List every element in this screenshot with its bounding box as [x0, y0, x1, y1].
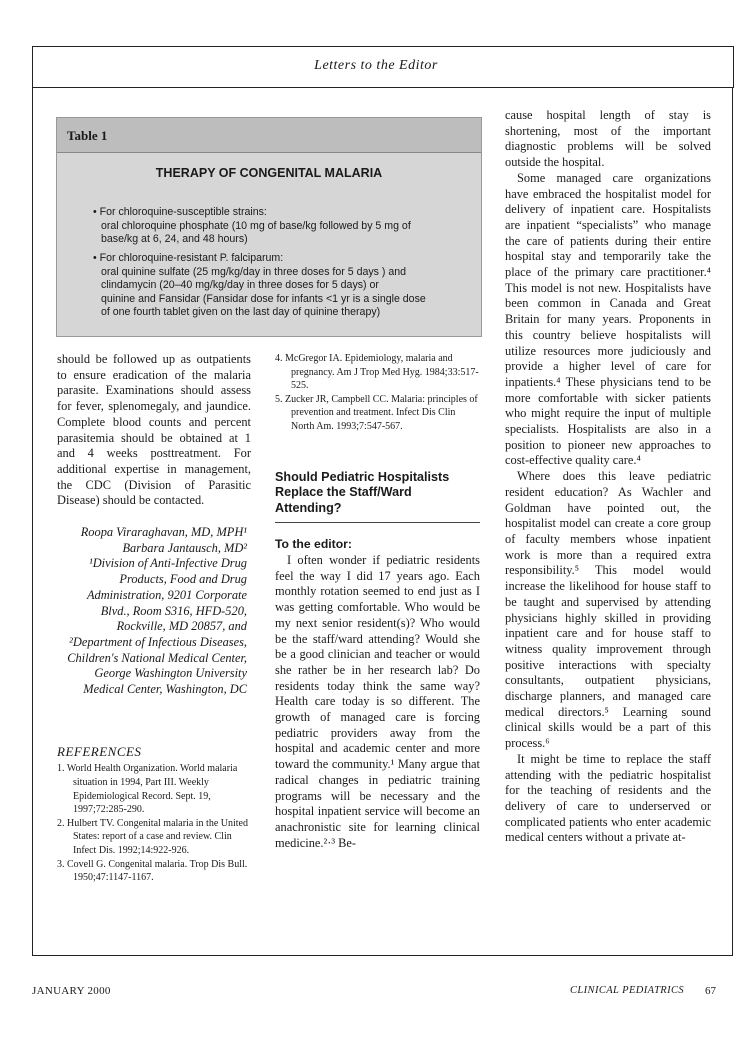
column-3 — [505, 108, 711, 846]
page-frame-left — [32, 87, 33, 955]
header-rule — [32, 87, 733, 88]
references-heading: REFERENCES — [57, 743, 142, 759]
table-label: Table 1 — [67, 128, 108, 143]
body-paragraph: Where does this leave pediatric resident education? As Wachler and Goldman have pointed out, the hospitalist model can create a core group of faculty members whose inpatient work is more than a required extra responsibility.⁵ This model would increase the likelihood for house staff to be taught and supervised by attending physicians highly skilled in providing inpatient care and for house staff to witness quality improvement through positive interactions with specialty consultants, outpatient physicians, discharge planners, and managed care medical directors.⁵ Learning sound clinical skills would be a part of this process.⁶ — [505, 469, 711, 751]
body-paragraph: I often wonder if pediatric residents feel the way I did 17 years ago. Each monthly rotation seemed to end just as I was getting comfortable. Who would be my next senior resident(s)? Who would be the staff/ward attending? Would she be a good clinician and teacher or would she rather be in her research lab? Do residents today think the same way? Health care today is so different. The growth of managed care is forcing pediatric providers away from the hospital and academic center and more toward the community.¹ Many argue that radical changes in pediatric training programs will be necessary and the hospital inpatient service will become an anachronistic site for learning clinical medicine.²·³ Be- — [275, 553, 480, 850]
author-signature — [57, 525, 251, 698]
signature-line: Blvd., Room S316, HFD-520, — [100, 603, 247, 618]
footer-journal: CLINICAL PEDIATRICS — [570, 985, 685, 996]
page-frame-bottom — [32, 955, 733, 956]
page-number: 67 — [705, 985, 716, 997]
body-paragraph: cause hospital length of stay is shortening, most of the important diagnostic problems will be solved outside the hospital. — [505, 108, 711, 170]
references-list — [57, 762, 251, 884]
letter-title: Should Pediatric Hospitalists Replace the Staff/Ward Attending? — [275, 470, 480, 524]
signature-line: ²Department of Infectious Diseases, — [69, 634, 247, 649]
signature-line: Products, Food and Drug — [119, 572, 247, 587]
signature-line: Medical Center, Washington, DC — [83, 682, 247, 697]
references-list-continued — [275, 352, 480, 434]
page-frame-right — [732, 87, 733, 955]
table-item-line: quinine and Fansidar (Fansidar dose for infants <1 yr is a single dose — [101, 292, 426, 305]
signature-line: Barbara Jantausch, MD² — [122, 540, 247, 555]
body-paragraph: should be followed up as outpatients to ensure eradication of the malaria parasite. Examinations should assess for fever, splenomegaly, and jaundice. Complete blood counts and percent parasitemia should be obtained at 1 and 4 weeks posttreatment. For additional expertise in management, the CDC (Division of Parasitic Disease) should be contacted. — [57, 352, 251, 508]
table-item-line: oral chloroquine phosphate (10 mg of base/kg followed by 5 mg of — [101, 219, 411, 232]
salutation: To the editor: — [275, 537, 352, 552]
table-title: THERAPY OF CONGENITAL MALARIA — [155, 166, 383, 180]
table-label-bar — [57, 118, 481, 153]
signature-line: Children's National Medical Center, — [67, 650, 247, 665]
body-paragraph: Some managed care organizations have embraced the hospitalist model for delivery of inpatient care. Hospitalists are inpatient “specialists” who manage the care of patients during their entire hospital stay and temporarily take the place of the primary care practitioner.⁴ This model is not new. Hospitalists have been common in Canada and Great Britain for many years. Proponents in this country believe hospitalists will utilize resources more judiciously and provide a higher level of care for inpatients.⁴ These physicians tend to be more comfortable with sicker patients who might require the input of multiple specialists. Hospitalists are also in a position to pioneer new approaches to cost-effective quality care.⁴ — [505, 170, 711, 468]
signature-line: Administration, 9201 Corporate — [86, 587, 247, 602]
table-item-line: of one fourth tablet given on the last day of quinine therapy) — [101, 306, 381, 319]
reference-item: 2. Hulbert TV. Congenital malaria in the United States: report of a case and review. Clin Infect Dis. 1992;14:922-926. — [57, 817, 248, 857]
table-item-resistant — [93, 252, 463, 320]
column-1 — [57, 352, 251, 885]
table-item-line: clindamycin (20–40 mg/kg/day in three doses for 5 days) or — [101, 279, 379, 292]
footer-date: JANUARY 2000 — [32, 985, 111, 997]
table-item-lead: • For chloroquine-susceptible strains: — [93, 206, 267, 218]
running-head: Letters to the Editor — [314, 58, 438, 73]
table-1 — [56, 117, 482, 337]
table-item-lead: • For chloroquine-resistant P. falciparum: — [93, 252, 284, 264]
reference-item: 5. Zucker JR, Campbell CC. Malaria: principles of prevention and treatment. Infect Dis Clin North Am. 1993;7:547-567. — [275, 393, 478, 432]
body-paragraph: It might be time to replace the staff attending with the pediatric hospitalist for the teaching of residents and the delivery of care to underserved or complicated patients who enter academic medical centers without a private at- — [505, 751, 711, 845]
table-item-line: base/kg at 6, 24, and 48 hours) — [101, 233, 248, 246]
reference-item: 1. World Health Organization. World malaria situation in 1994, Part III. Weekly Epidemiological Record. Sept. 19, 1997;72:285-290. — [57, 763, 238, 816]
column-2 — [275, 352, 480, 851]
reference-item: 3. Covell G. Congenital malaria. Trop Dis Bull. 1950;47:1147-1167. — [57, 858, 248, 884]
signature-line: George Washington University — [94, 666, 247, 681]
table-item-line: oral quinine sulfate (25 mg/kg/day in three doses for 5 days ) and — [101, 265, 407, 278]
reference-item: 4. McGregor IA. Epidemiology, malaria and pregnancy. Am J Trop Med Hyg. 1984;33:517-525. — [275, 353, 479, 392]
signature-line: ¹Division of Anti-Infective Drug — [89, 556, 247, 571]
signature-line: Rockville, MD 20857, and — [116, 619, 247, 634]
signature-line: Roopa Viraraghavan, MD, MPH¹ — [80, 525, 247, 540]
table-item-susceptible — [93, 206, 463, 247]
